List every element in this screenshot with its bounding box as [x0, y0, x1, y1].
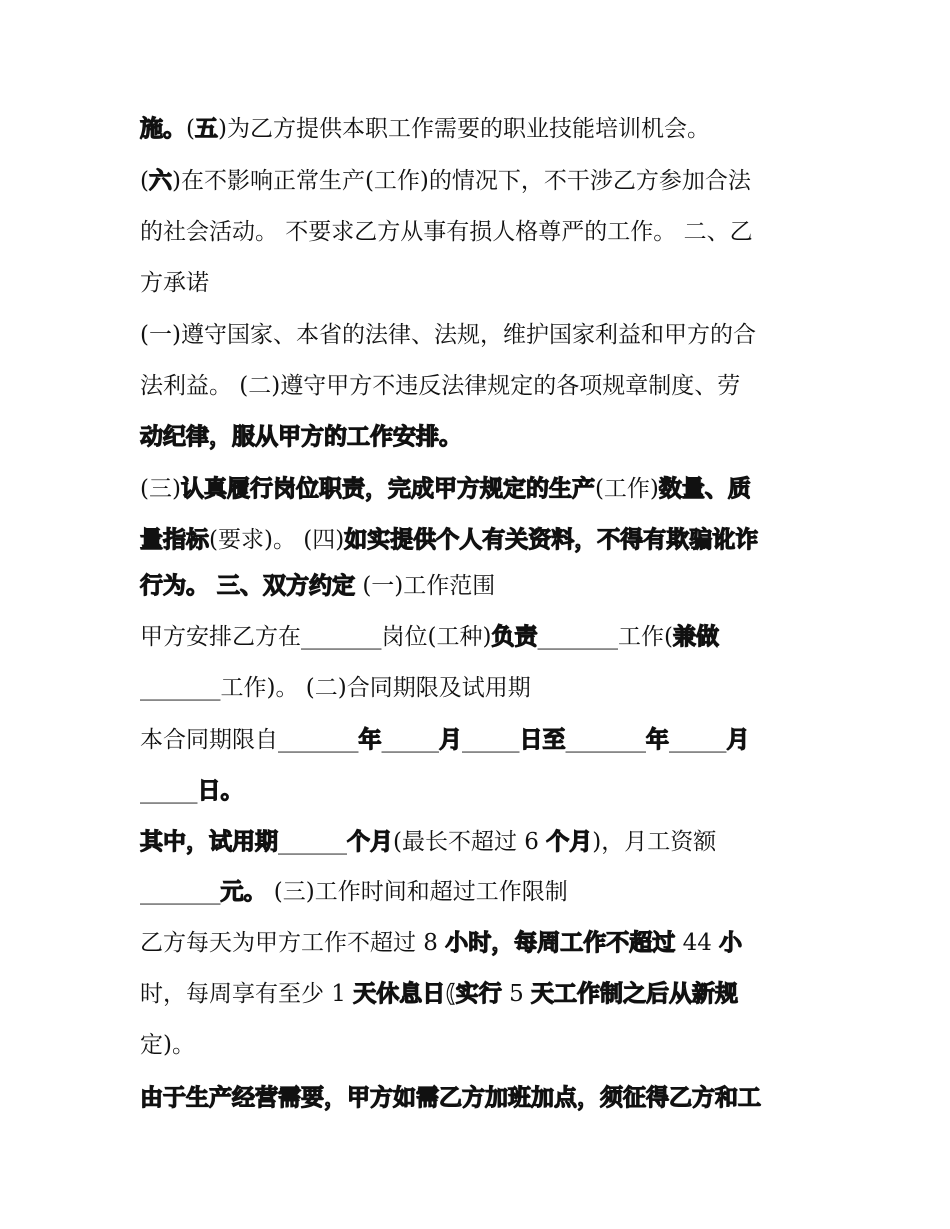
text-run: 的社会活动。 不要求乙方从事有损人格尊严的工作。 二、乙: [140, 219, 753, 245]
text-run: 方承诺: [140, 270, 209, 296]
text-line: [140, 1030, 195, 1060]
text-run: (最长不超过 6: [393, 829, 547, 855]
text-run: ______: [278, 829, 347, 855]
text-line: [140, 673, 531, 703]
outlined-text-run: 兼做: [672, 624, 719, 650]
text-line: [140, 422, 462, 452]
text-run: )在不影响正常生产(工作)的情况下，不干涉乙方参加合法: [171, 168, 751, 194]
text-run: 5: [501, 981, 532, 1007]
outlined-text-run: 行为。 三、双方约定: [140, 573, 356, 599]
text-line: [140, 268, 209, 298]
text-run: (: [140, 168, 149, 194]
text-run: (要求)。 (四): [209, 527, 345, 553]
outlined-text-run: 小: [719, 930, 743, 956]
outlined-text-run: 认真履行岗位职责，完成甲方规定的生产: [180, 476, 595, 502]
outlined-text-run: 年: [358, 727, 382, 753]
text-line: [140, 474, 751, 504]
text-line: [140, 166, 751, 196]
text-line: [140, 571, 495, 601]
text-line: [140, 371, 740, 401]
text-run: 44: [675, 930, 720, 956]
text-line: [140, 622, 719, 652]
text-run: _____: [381, 727, 439, 753]
outlined-text-run: 动纪律，服从甲方的工作安排。: [140, 424, 462, 450]
text-run: 定)。: [140, 1032, 195, 1058]
text-line: [140, 1083, 761, 1113]
outlined-text-run: 施。: [140, 116, 186, 142]
outlined-text-run: 数量、质: [658, 476, 751, 502]
outlined-text-run: 月: [439, 727, 462, 753]
text-line: [140, 217, 753, 247]
text-run: (工作): [594, 476, 659, 502]
outlined-text-run: 月: [726, 727, 750, 753]
outlined-text-run: 年: [646, 727, 669, 753]
text-run: _______工作(: [537, 624, 673, 650]
text-run: _____: [462, 727, 520, 753]
outlined-text-run: 负责: [491, 624, 538, 650]
text-line: [140, 525, 758, 555]
text-run: 乙方每天为甲方工作不超过 8: [140, 930, 446, 956]
text-run: 时，每周享有至少 1: [140, 981, 354, 1007]
outlined-text-run: 六: [148, 168, 172, 194]
text-line: [140, 320, 756, 350]
outlined-text-run: 其中，试用期: [140, 829, 278, 855]
text-run: _____: [140, 778, 198, 804]
text-line: [140, 979, 738, 1009]
text-run: (一)遵守国家、本省的法律、法规，维护国家利益和甲方的合: [140, 322, 756, 348]
outlined-text-run: 由于生产经营需要，甲方如需乙方加班加点，须征得乙方和工: [140, 1085, 761, 1111]
text-run: _______工作)。 (二)合同期限及试用期: [140, 675, 531, 701]
text-line: [140, 776, 244, 806]
text-line: [140, 827, 716, 857]
text-run: 法利益。 (二)遵守甲方不违反法律规定的各项规章制度、劳: [140, 373, 741, 399]
text-run: _____: [669, 727, 727, 753]
text-run: 本合同期限自_______: [140, 727, 359, 753]
text-run: )，月工资额: [592, 829, 717, 855]
text-line: [140, 114, 710, 144]
text-run: (三)工作时间和超过工作限制: [266, 879, 568, 905]
text-run: _______: [565, 727, 646, 753]
outlined-text-run: 天工作制之后从新规: [531, 981, 739, 1007]
outlined-text-run: 元。: [220, 879, 267, 905]
outlined-text-run: 五: [194, 116, 218, 142]
text-run: (三): [140, 476, 181, 502]
outlined-text-run: 日。: [197, 778, 244, 804]
outlined-text-run: 天休息日(实行: [353, 981, 502, 1007]
outlined-text-run: 个月: [347, 829, 393, 855]
text-line: [140, 877, 568, 907]
text-run: (一)工作范围: [355, 573, 496, 599]
text-run: (: [186, 116, 195, 142]
outlined-text-run: 日至: [519, 727, 566, 753]
text-line: [140, 725, 750, 755]
text-line: [140, 928, 742, 958]
outlined-text-run: 小时，每周工作不超过: [445, 930, 676, 956]
outlined-text-run: 量指标: [140, 527, 209, 553]
outlined-text-run: 个月: [546, 829, 593, 855]
text-run: )为乙方提供本职工作需要的职业技能培训机会。: [217, 116, 710, 142]
text-run: 甲方安排乙方在_______岗位(工种): [140, 624, 492, 650]
outlined-text-run: 如实提供个人有关资料，不得有欺骗讹诈: [344, 527, 759, 553]
text-run: _______: [140, 879, 221, 905]
